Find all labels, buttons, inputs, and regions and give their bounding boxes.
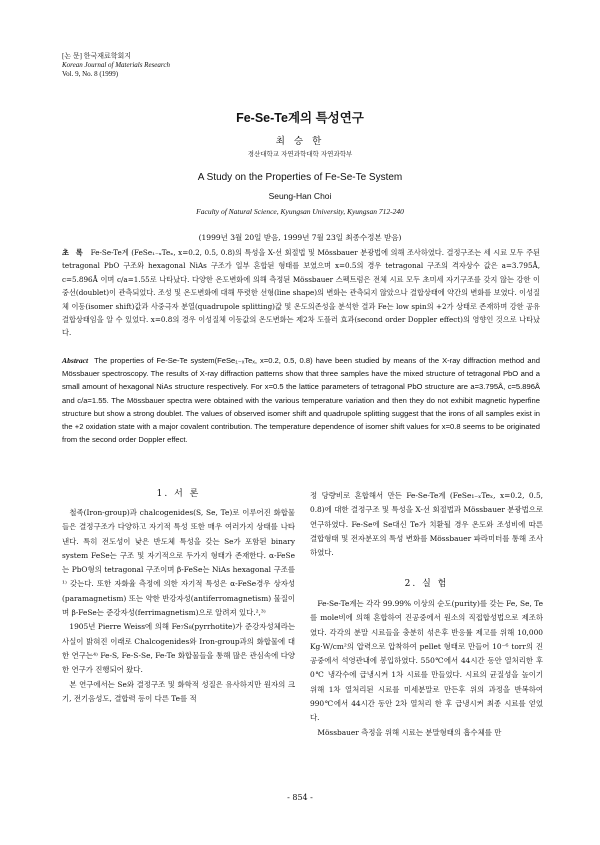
section-2-column — [310, 597, 543, 740]
section-1-left-column — [62, 506, 295, 706]
intro-paragraph-2: 1905년 Pierre Weiss에 의해 Fe₇S₈(pyrrhotite)가 준강자성체라는 사실이 밝혀진 이래로 Chalcogenides와 Iron-group과의 화합물에 대한 연구는⁴⁾ Fe-S, Fe-S-Se, Fe-Te 화합물들을 통해 많은 관심속에 다양한 연구가 진행되어 왔다. — [62, 622, 295, 675]
abstract-ko — [62, 246, 540, 340]
abstract-ko-label: 초 록 — [62, 248, 85, 257]
section-1-right-column — [310, 489, 543, 560]
abstract-en-text: The properties of Fe-Se-Te system(FeSe₁₋ₓTeₓ, x=0.2, 0.5, 0.8) have been studied by means of the X-ray diffraction method and Mössbauer spectroscopy. The results of X-ray diffraction patterns show that three samples have the mixed structure of tetragonal PbO and a small amount of hexagonal NiAs structure respectively. For x=0.5 the lattice parameters of tetragonal PbO structure are a=3.795Å, c=5.896Å and c/a=1.55. The Mössbauer spectra were obtained with the various temperature variation and then they do not exhibit magnetic hyperfine structure but show a strong doublet. The values of observed isomer shift and quadrupole splitting suggest that the irons of all samples exist in the +2 oxidation state with a major covalent contribution. The temperature dependence of isomer shift values for x=0.8 seems to be originated from the second order Doppler effect. — [62, 356, 540, 445]
intro-paragraph-3-continued: 정 당량비로 혼합해서 만든 Fe-Se-Te계 (FeSe₁₋ₓTeₓ, x=0.2, 0.5, 0.8)에 대한 결정구조 및 특성을 X-선 회절법과 Mössbauer 분광법으로 연구하였다. Fe-Se에 Se대신 Te가 치환될 경우 온도와 조성비에 따른 결합형태 및 전자분포의 특성 변화를 Mössbauer 파라미터를 통해 조사하였다. — [310, 491, 543, 558]
journal-header — [62, 52, 170, 79]
received-dates: (1999년 3월 20일 받음, 1999년 7월 23일 최종수정본 받음) — [198, 233, 402, 242]
journal-volume: Vol. 9, No. 8 (1999) — [62, 70, 119, 78]
experiment-paragraph-1: Fe-Se-Te계는 각각 99.99% 이상의 순도(purity)를 갖는 Fe, Se, Te를 mole비에 의해 혼합하여 진공중에서 원소의 직접합성법으로 제조하였다. 각각의 분말 시료들을 충분히 섞은후 반응률 제고를 위해 10,000 Kg·W/cm²의 압력으로 압착하여 pellet 형태로 만들어 10⁻⁶ torr의 진공중에서 석영관내에 봉입하였다. 550℃에서 44시간 동안 열처리한 후 0℃ 냉각수에 급냉시켜 1차 시료를 만들었다. 시료의 균질성을 높이기 위해 1차 열처리된 시료를 미세분말로 만든후 위의 과정을 반복하여 990℃에서 44시간 동안 2차 열처리 한 후 급냉시켜 최종 시료를 얻었다. — [310, 599, 543, 723]
paper-title-en: A Study on the Properties of Fe-Se-Te System — [197, 172, 403, 183]
affiliation-en: Faculty of Natural Science, Kyungsan University, Kyungsan 712-240 — [196, 207, 404, 216]
paper-title-ko: Fe-Se-Te계의 특성연구 — [236, 111, 364, 125]
journal-name-en: Korean Journal of Materials Research — [62, 61, 170, 69]
experiment-paragraph-2: Mössbauer 측정을 위해 시료는 분말형태의 흡수체를 만 — [317, 727, 502, 737]
author-ko: 최 승 한 — [275, 136, 325, 147]
abstract-en — [62, 354, 540, 446]
intro-paragraph-1: 철족(Iron-group)과 chalcogenides(S, Se, Te)로 이루어진 화합물들은 결정구조가 다양하고 자기적 특성 또한 매우 여러가지 상태를 나타낸다. 특히 전도성이 낮은 반도체 특성을 갖는 Se가 포함된 binary system FeSe는 구조 및 자기적으로 두가지 형태가 존재한다. α-FeSe는 PbO형의 tetragonal 구조이며 β-FeSe는 NiAs hexagonal 구조를¹⁾ 갖는다. 또한 자화율 측정에 의한 자기적 특성은 α-FeSe경우 상자성(paramagnetism) 또는 약한 반강자성(antiferromagnetism) 물질이며 β-FeSe는 준강자성(ferrimagnetism)으로 알려져 있다.²,³⁾ — [62, 508, 295, 618]
section-2-title: 2. 실 험 — [404, 579, 449, 589]
author-en: Seung-Han Choi — [268, 191, 332, 201]
journal-name-ko: [논 문] 한국재료학회지 — [62, 52, 132, 60]
section-1-title: 1. 서 론 — [156, 489, 201, 499]
affiliation-ko: 경산대학교 자연과학대학 자연과학부 — [247, 150, 353, 158]
intro-paragraph-3: 본 연구에서는 Se와 결정구조 및 화학적 성질은 유사하지만 원자의 크기, 전기음성도, 결합력 등이 다른 Te를 적 — [62, 679, 295, 703]
page-number: - 854 - — [287, 793, 313, 802]
abstract-en-label: Abstract — [62, 356, 89, 365]
abstract-ko-text: Fe-Se-Te계 (FeSe₁₋ₓTeₓ, x=0.2, 0.5, 0.8)의 특성을 X-선 회절법 및 Mössbauer 분광법에 의해 조사하였다. 결정구조는 세 시료 모두 주된 tetragonal PbO 구조와 hexagonal NiAs 구조가 일부 혼합된 형태를 보였으며 x=0.5의 경우 tetragonal 구조의 격자상수 값은 a=3.795Å, c=5.896Å 이며 c/a=1.55로 나타났다. 다양한 온도변화에 의해 측정된 Mössbauer 스펙트럼은 전체 시료 모두 초미세 자기구조를 갖지 않는 강한 이중선(doublet)이 관측되었다. 조성 및 온도변화에 대해 뚜렷한 선형(line shape)의 변화는 관측되지 않았으나 결합상태에 약간의 변화를 보였다. 이성질체 이동(isomer shift)값과 사중극자 분열(quadrupole splitting)값 및 온도의존성을 분석한 결과 Fe는 low spin의 +2가 상태로 존재하며 강한 공유 결합상태임을 알 수 있었다. x=0.8의 경우 이성질체 이동값의 온도변화는 제2차 도플러 효과(second order Doppler effect)의 영향인 것으로 나타났다. — [62, 248, 540, 338]
